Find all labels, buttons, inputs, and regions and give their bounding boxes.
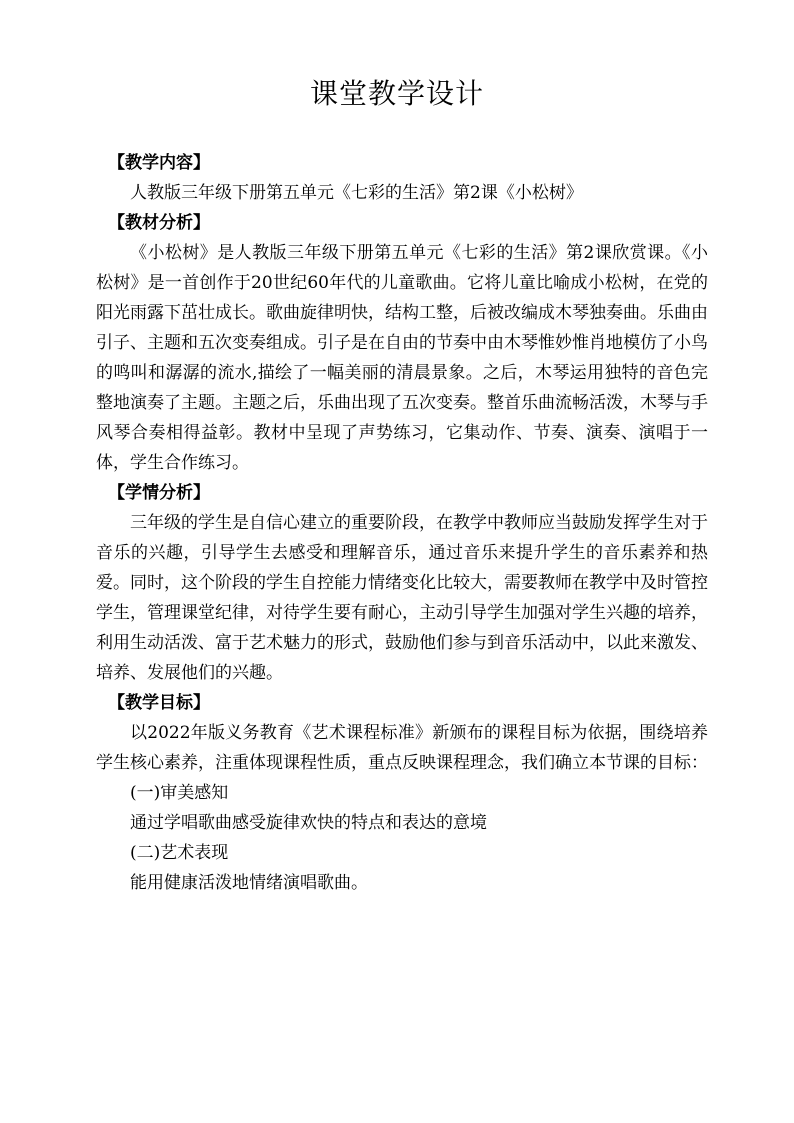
student-analysis-text: 三年级的学生是自信心建立的重要阶段，在教学中教师应当鼓励发挥学生对于音乐的兴趣，引导学生去感受和理解音乐，通过音乐来提升学生的音乐素养和热爱。同时，这个阶段的学生自控能力情绪变化比较大，需要教师在教学中及时管控学生，管理课堂纪律，对待学生要有耐心，主动引导学生加强对学生兴趣的培养，利用生动活泼、富于艺术魅力的形式，鼓励他们参与到音乐活动中，以此来激发、培养、发展他们的兴趣。 [96,513,708,683]
section-heading-students: 【学情分析】 [108,483,210,503]
section-heading-content: 【教学内容】 [108,153,210,173]
goal-item-text: 能用健康活泼地情绪演唱歌曲。 [130,873,368,893]
page-title: 课堂教学设计 [309,77,484,110]
goals-intro-text: 以2022年版义务教育《艺术课程标准》新颁布的课程目标为依据，围绕培养学生核心素养，注重体现课程性质，重点反映课程理念，我们确立本节课的目标： [96,723,708,773]
goal-item-label: (二)艺术表现 [130,843,229,863]
section-heading-material: 【教材分析】 [108,213,210,233]
content-text: 人教版三年级下册第五单元《七彩的生活》第2课《小松树》 [130,183,583,203]
goal-item-text: 通过学唱歌曲感受旋律欢快的特点和表达的意境 [130,813,487,833]
section-heading-goals: 【教学目标】 [108,693,210,713]
material-analysis-text: 《小松树》是人教版三年级下册第五单元《七彩的生活》第2课欣赏课。《小松树》是一首创作于20世纪60年代的儿童歌曲。它将儿童比喻成小松树，在党的阳光雨露下茁壮成长。歌曲旋律明快，结构工整，后被改编成木琴独奏曲。乐曲由引子、主题和五次变奏组成。引子是在自由的节奏中由木琴惟妙惟肖地模仿了小鸟的鸣叫和潺潺的流水,描绘了一幅美丽的清晨景象。之后，木琴运用独特的音色完整地演奏了主题。主题之后，乐曲出现了五次变奏。整首乐曲流畅活泼，木琴与手风琴合奏相得益彰。教材中呈现了声势练习，它集动作、节奏、演奏、演唱于一体，学生合作练习。 [96,243,708,473]
document-body [96,148,708,898]
goal-item-label: (一)审美感知 [130,783,229,803]
